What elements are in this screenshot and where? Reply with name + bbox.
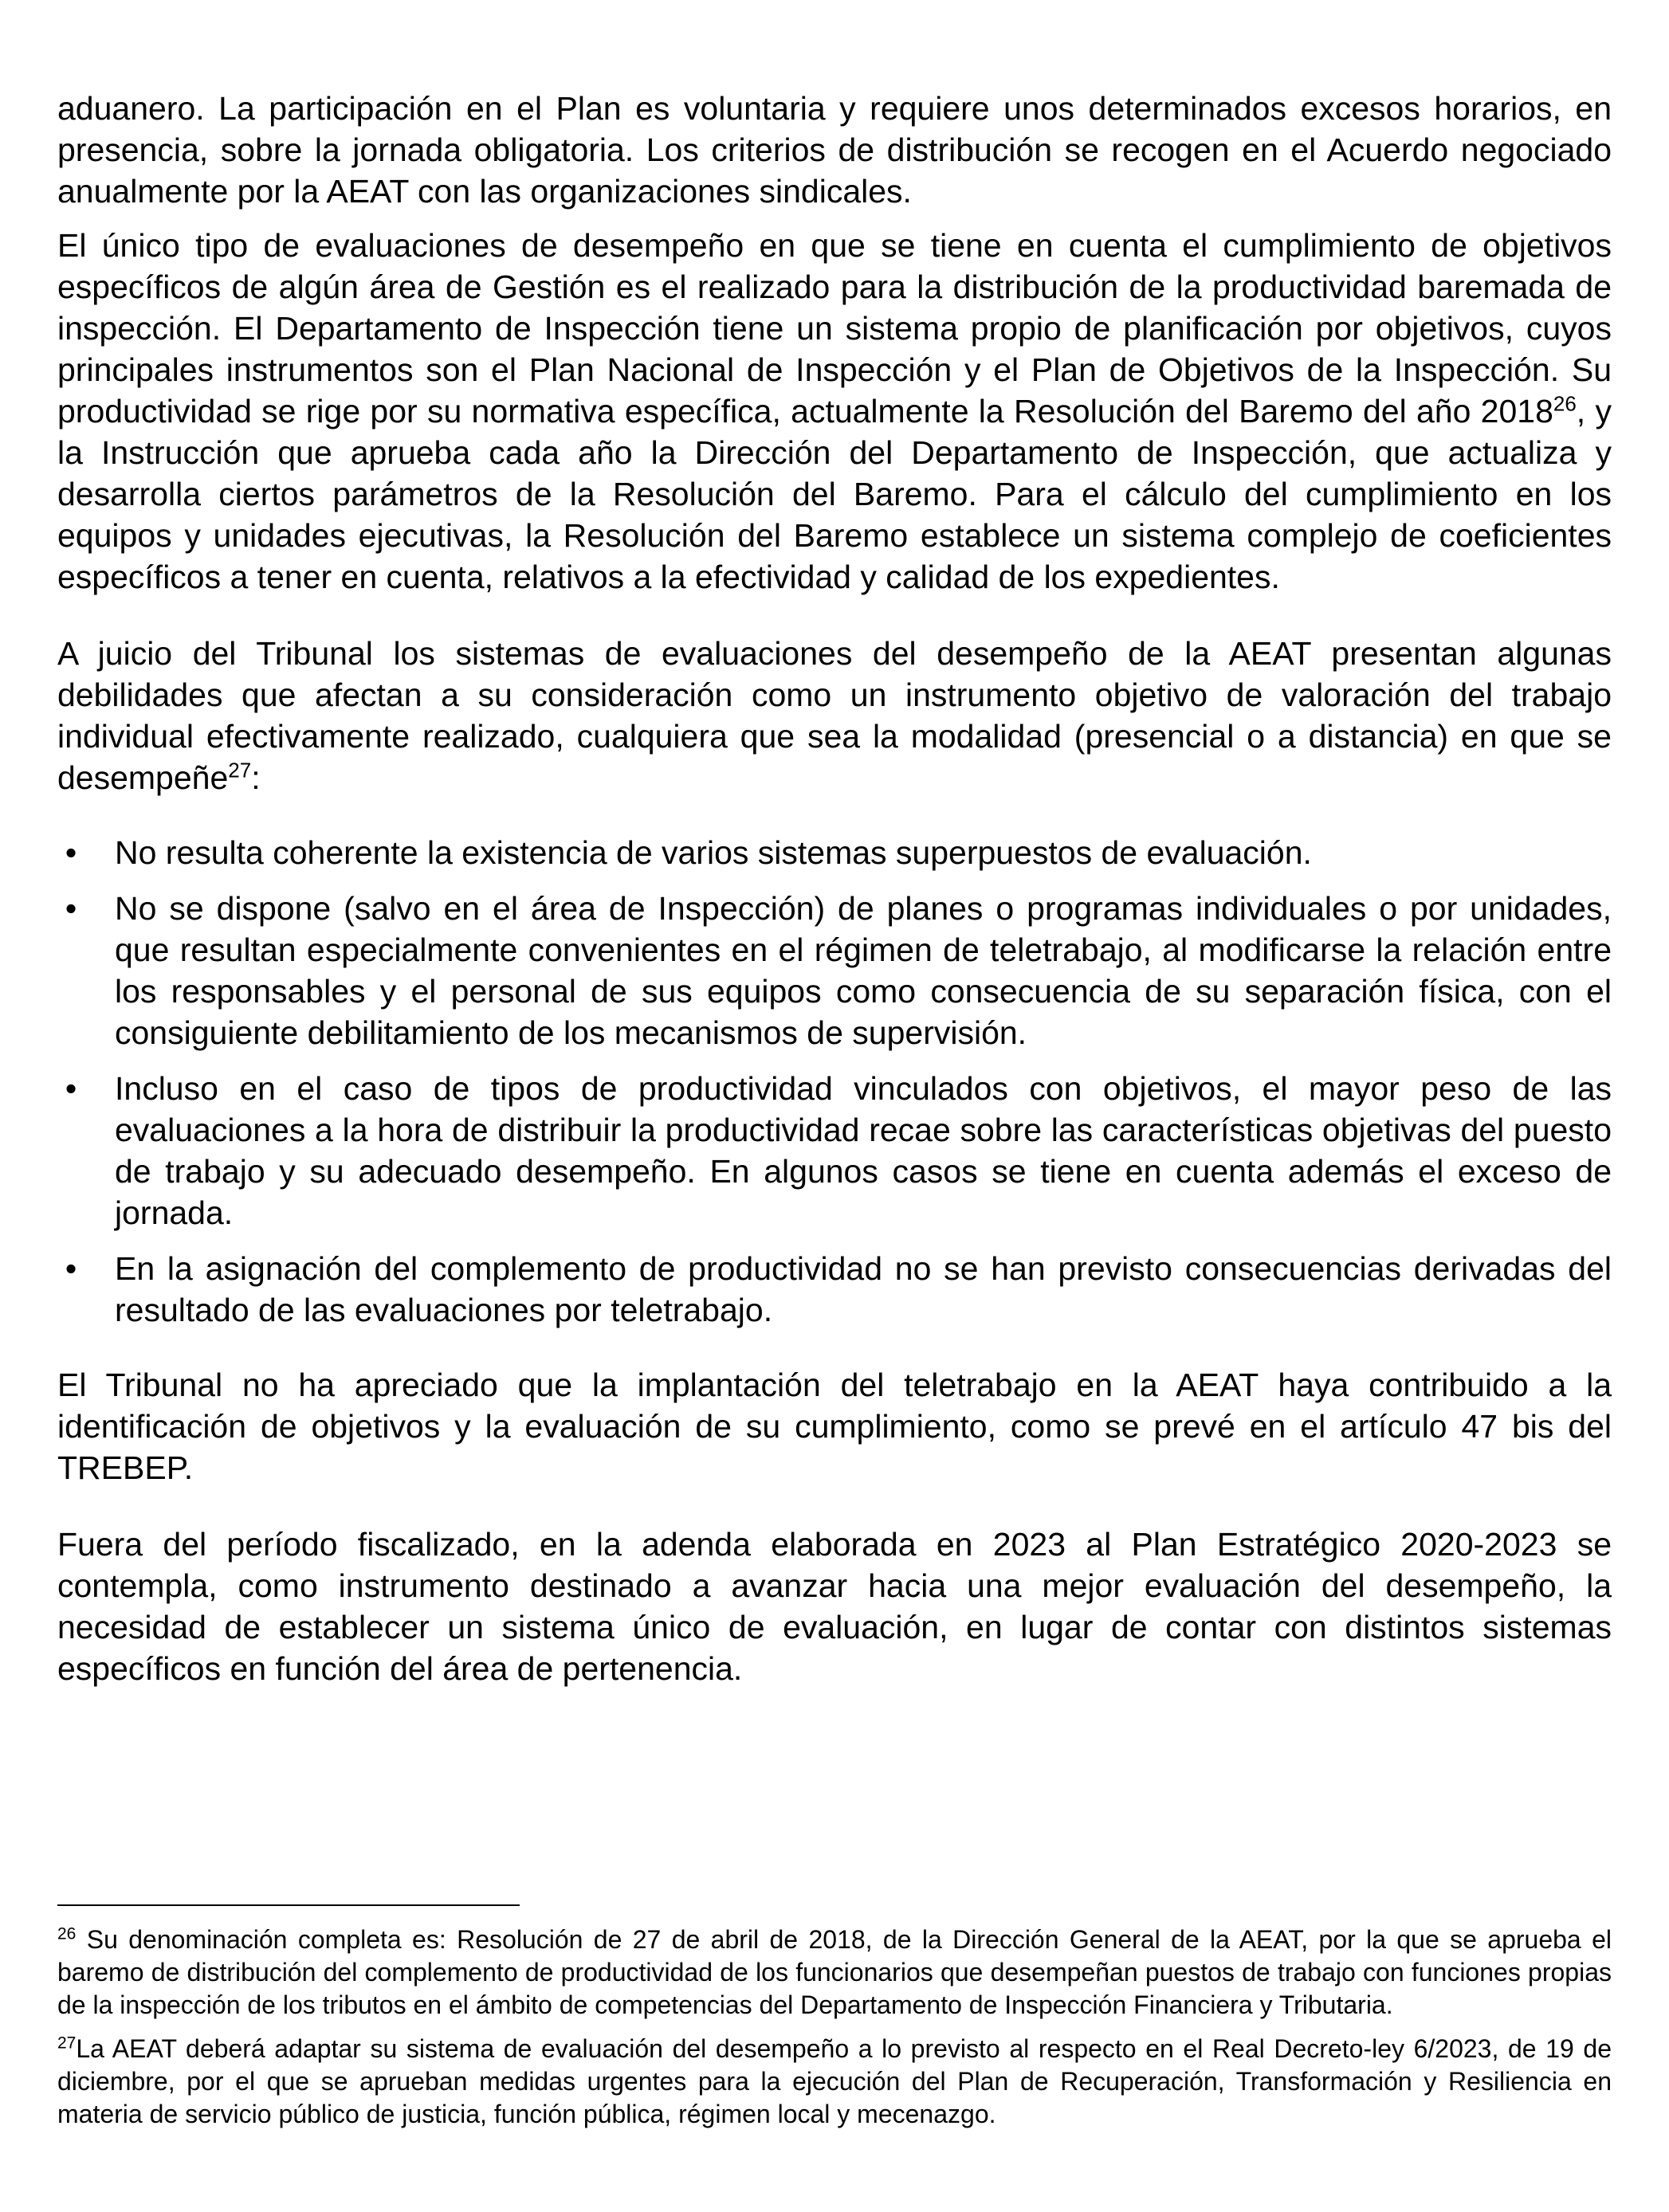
- list-item: [57, 888, 1612, 1053]
- footnote-text: La AEAT deberá adaptar su sistema de evaluación del desempeño a lo previsto al respecto en el Real Decreto-ley 6/2023, de 19 de diciembre, por el que se aprueban medidas urgentes para la ejecución del Plan de Recuperación, Transformación y Resiliencia en materia de servicio público de justicia, función pública, régimen local y mecenazgo.: [57, 2034, 1612, 2128]
- footnote-27: [57, 2033, 1612, 2131]
- paragraph-tribunal-opinion: [57, 633, 1612, 798]
- list-item-text: Incluso en el caso de tipos de productividad vinculados con objetivos, el mayor peso de las evaluaciones a la hora de distribuir la productividad recae sobre las características objetivas del puesto de trabajo y su adecuado desempeño. En algunos casos se tiene en cuenta además el exceso de jornada.: [115, 1070, 1612, 1231]
- paragraph-text: A juicio del Tribunal los sistemas de evaluaciones del desempeño de la AEAT presentan algunas debilidades que afectan a su consideración como un instrumento objetivo de valoración del trabajo individual efectivamente realizado, cualquiera que sea la modalidad (presencial o a distancia) en que se desempeñe: [57, 635, 1612, 796]
- list-item-text: No se dispone (salvo en el área de Inspección) de planes o programas individuales o por unidades, que resultan especialmente convenientes en el régimen de teletrabajo, al modificarse la relación entre los responsables y el personal de sus equipos como consecuencia de su separación física, con el consiguiente debilitamiento de los mecanismos de supervisión.: [115, 890, 1612, 1051]
- paragraph-inspection-objectives: [57, 225, 1612, 598]
- footnote-ref-26[interactable]: 26: [1553, 391, 1577, 416]
- bullet-icon: •: [65, 890, 77, 927]
- list-item: [57, 1068, 1612, 1233]
- list-item: [57, 832, 1612, 873]
- bullet-icon: •: [65, 834, 77, 871]
- footnotes-section: [57, 1904, 1612, 2142]
- footnote-26: [57, 1924, 1612, 2022]
- footnote-ref-27[interactable]: 27: [228, 758, 252, 782]
- paragraph-telework-objectives: El Tribunal no ha apreciado que la implantación del teletrabajo en la AEAT haya contribuido a la identificación de objetivos y la evaluación de su cumplimiento, como se prevé en el artículo 47 bis del TREBEP.: [57, 1367, 1612, 1486]
- paragraph-text: El único tipo de evaluaciones de desempeño en que se tiene en cuenta el cumplimiento de objetivos específicos de algún área de Gestión es el realizado para la distribución de la productividad baremada de inspección. El Departamento de Inspección tiene un sistema propio de planificación por objetivos, cuyos principales instrumentos son el Plan Nacional de Inspección y el Plan de Objetivos de la Inspección. Su productividad se rige por su normativa específica, actualmente la Resolución del Baremo del año 2018: [57, 227, 1612, 429]
- footnote-separator: [57, 1904, 520, 1906]
- list-item-text: No resulta coherente la existencia de varios sistemas superpuestos de evaluación.: [115, 834, 1312, 871]
- bullet-icon: •: [65, 1070, 77, 1107]
- paragraph-participation: aduanero. La participación en el Plan es voluntaria y requiere unos determinados excesos horarios, en presencia, sobre la jornada obligatoria. Los criterios de distribución se recogen en el Acuerdo negociado anualmente por la AEAT con las organizaciones sindicales.: [57, 90, 1612, 210]
- list-item-text: En la asignación del complemento de productividad no se han previsto consecuencias derivadas del resultado de las evaluaciones por teletrabajo.: [115, 1250, 1612, 1328]
- weakness-list: [57, 832, 1612, 1331]
- paragraph-text: :: [251, 759, 261, 796]
- footnote-text: Su denominación completa es: Resolución de 27 de abril de 2018, de la Dirección General de la AEAT, por la que se aprueba el baremo de distribución del complemento de productividad de los funcionarios que desempeñan puestos de trabajo con funciones propias de la inspección de los tributos en el ámbito de competencias del Departamento de Inspección Financiera y Tributaria.: [57, 1925, 1612, 2019]
- paragraph-strategic-plan: Fuera del período fiscalizado, en la adenda elaborada en 2023 al Plan Estratégico 2020-2023 se contempla, como instrumento destinado a avanzar hacia una mejor evaluación del desempeño, la necesidad de establecer un sistema único de evaluación, en lugar de contar con distintos sistemas específicos en función del área de pertenencia.: [57, 1526, 1612, 1687]
- paragraph-text: , y la Instrucción que aprueba cada año la Dirección del Departamento de Inspección, que actualiza y desarrolla ciertos parámetros de la Resolución del Baremo. Para el cálculo del cumplimiento en los equipos y unidades ejecutivas, la Resolución del Baremo establece un sistema complejo de coeficientes específicos a tener en cuenta, relativos a la efectividad y calidad de los expedientes.: [57, 393, 1612, 595]
- footnote-number: 26: [57, 1924, 77, 1943]
- footnote-number: 27: [57, 2034, 77, 2053]
- bullet-icon: •: [65, 1250, 77, 1287]
- list-item: [57, 1248, 1612, 1331]
- document-body: [57, 88, 1612, 1689]
